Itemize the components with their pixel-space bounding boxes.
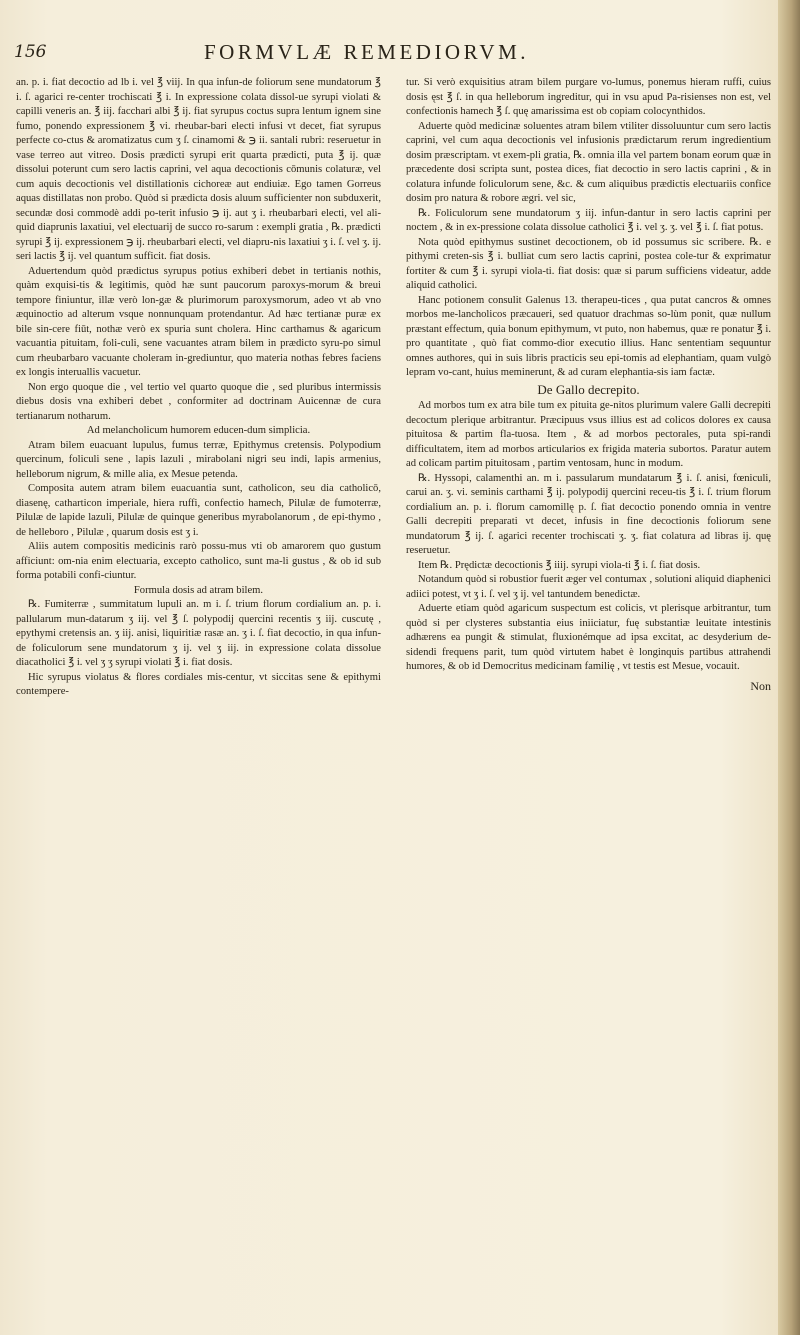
right-paragraph: Ad morbos tum ex atra bile tum ex pituita ge-nitos plurimum valere Galli decrepiti decoctum plerique arbitrantur. Præcipuus vsus illius est ad colicos dolores ex causa pituitosa & partim fla-tuosa. Item , & ad morbos pectorales, puta spi-randi difficultatem, item ad morbos articularios ex frigida materia subortos. Paratur autem ad colicam partim pituitosam , partim ventosam, hunc in modum. [406,400,771,469]
page-edge-shadow [778,0,800,1335]
left-paragraph: Aduertendum quòd prædictus syrupus potius exhiberi debet in tertianis nothis, quàm exquisi-tis & legitimis, quòd hæ sunt paucorum paroxys-morum & breui tempore finiuntur, illæ verò lon-gæ & plurimorum paroxysmorum, adeo vt ab vno æquinoctio ad alterum vsque nonnunquam protendantur. Ad hæc tertianæ puræ ex bile sin-cere fiūt, nothæ verò ex spuria sunt cholera. Hinc carthamus & agaricum vacuantia pituitam, foli-culi, sene vacuantes atram bilem in prædicto syru-po simul cum rheubarbaro vacuante choleram in-grediuntur, quo materia nothas febres faciens ex longis interuallis vacuetur. [16,265,381,378]
left-paragraph: Aliis autem compositis medicinis rarò possu-mus vti ob amarorem quo gustum afficiunt: om-nia enim electuaria, excepto catholico, sunt ma-li gustus , & ob id sub forma potabili confi-ciuntur. [16,541,381,581]
right-paragraph: Notandum quòd si robustior fuerit æger vel contumax , solutioni aliquid diaphenici adiici potest, vt ʒ i. ſ. vel ʒ ij. vel tantundem benedictæ. [406,574,771,600]
left-paragraph: an. p. i. fiat decoctio ad lb i. vel ℥ viij. In qua infun-de foliorum sene mundatorum ℥ i. ſ. agarici re-center trochiscati ℥ i. In expressione colata dissol-ue syrupi violati & capilli veneris an. ℥ iij. facchari albi ℥ ij. fiat syrupus coctus supra lentum ignem sine fumo, ponendo expressionem ℥ vi. rheubar-bari electi infusi vt decet, fiat syrupus perfecte co-ctus & aromatizatus cum ʒ ſ. cinamomi & ℈ ii. santali rubri: reseruetur in vase terreo aut vitreo. Dosis prædicti syrupi erit quarta prædicti, puta ℥ ij. quæ dissolui poterunt cum sero lactis caprini, vel aqua decoctionis cōmunis colaturæ, vel cum aquis decoctionis vel distillationis cichoreæ aut endiuiæ. Ego tamen Gorreus aquas distillatas non probo. Quòd si prædicta dosis aluum sufficienter non subduxerit, secundæ dosi commodè addi po-terit infusio ℈ ij. aut ʒ i. rheubarbari electi, vel ali-quid diaprunis laxatiui, vel electuarij de succo ro-sarum : exempli gratia , ℞. prædicti syrupi ℥ ij. expressionem ℈ ij. rheubarbari electi, vel diapru-nis laxatiui ʒ i. ſ. vel ʒ. ij. seri lactis ℥ ij. vel quantum sufficit. fiat dosis. [16,77,381,262]
right-column [406,76,771,1306]
right-paragraph: Nota quòd epithymus sustinet decoctionem, ob id possumus sic scribere. ℞. e pithymi creten-sis ℥ i. bulliat cum sero lactis caprini, postea cole-tur & exprimatur fortiter & cum ℥ i. syrupi viola-ti. fiat dosis: quæ si parum sufficiens videatur, adde aliquid catholici. [406,236,771,291]
right-paragraph: ℞. Hyssopi, calamenthi an. m i. passularum mundatarum ℥ i. ſ. anisi, fœniculi, carui an. ʒ. vi. seminis carthami ℥ ij. polypodij quercini receu-tis ℥ i. ſ. trium florum cordialium an. p. i. florum camomillę p. ſ. fiat decoctio ponendo omnia in ventre Galli decrepiti preparati vt decet, infusis in fine decoctionis foliorum sene mundatorum ℥ ij. ſ. agarici recenter trochiscati ʒ. ʒ. fiat colatura ad libras ij. quę reseruetur. [406,472,771,556]
right-paragraph: Aduerte quòd medicinæ soluentes atram bilem vtiliter dissoluuntur cum sero lactis caprini, vel cum aqua decoctionis vel infusionis prædictarum rerum ingredientium dosim præscriptam. vt exem-pli gratia, ℞. omnia illa vel partem bonam eorum quæ in præcedente dosi scripta sunt, postea dices, fiat decoctio in sero lactis caprini , & in colatura infunde foliculorum sene, &c. & cum aliquibus prædictis electuariis confice dosim pro natura & robore ægri. vel sic, [406,120,771,204]
left-subheading: Ad melancholicum humorem educen-dum simplicia. [86,425,311,436]
page-header [14,40,774,68]
left-paragraph: Non ergo quoque die , vel tertio vel quarto quoque die , sed pluribus intermissis diebus dosis vna exhiberi debet , conformiter ad doctrinam Auicennæ de cura tertianarum notharum. [16,381,381,422]
left-paragraph: Hic syrupus violatus & flores cordiales mis-centur, vt siccitas sene & epithymi contempere- [16,671,381,697]
page-number: 156 [14,42,47,62]
right-paragraph: Hanc potionem consulit Galenus 13. therapeu-tices , qua putat cancros & omnes morbos me-lancholicos præcaueri, sed quatuor drachmas so-lùm ponit, quæ nullum præstant effectum, quia bonum epithymum, vt puto, non habemus, quæ re ponatur ℥ i. pro quantitate , quò fiat commo-dior executio illius. Hanc sententiam sequuntur omnes authores, qui in suis libris practicis seu epi-tomis ad elephantiam, quam vulgò lepram vo-cant, huius meminerunt, & ad curam elephantia-sis iam factæ. [406,294,771,378]
left-column [16,76,381,1306]
right-paragraph: Aduerte etiam quòd agaricum suspectum est colicis, vt plerisque arbitrantur, tum quòd si per clysteres substantia eius iniiciatur, fuę substantiæ leuitate intestinis adhærens ea pungit & stimulat, fluxionémque ad ipsa excitat, ac desyderium de-sidendi frequens parit, tum quòd virtutem habet è longinquis partibus attrahendi humores, & ob id Democritus medicinam familię , vt testis est Mesue, vocauit. [406,603,771,672]
left-paragraph: Atram bilem euacuant lupulus, fumus terræ, Epithymus cretensis. Polypodium quercinum, foliculi sene , lapis lazuli , mirabolani nigri seu indi, lapis armenius, helleborum nigrum, & mille alia, ex Mesue petenda. [16,439,381,480]
catchword: Non [750,678,771,693]
left-paragraph: Composita autem atram bilem euacuantia sunt, catholicon, seu dia catholicō, diasenę, catharticon imperiale, hiera ruffi, confectio hamech, Pilulæ de fumoterræ, Pilulæ de lapide lazuli, Pilulæ de quinque generibus myrabolanorum , de epi-thymo , de helleboro , Pilulæ , quarum dosis est ʒ i. [16,483,381,538]
running-title: FORMVLÆ REMEDIORVM. [204,40,530,64]
right-paragraph: ℞. Foliculorum sene mundatorum ʒ iij. infun-dantur in sero lactis caprini per noctem , & in ex-pressione colata dissolue catholici ℥ i. vel ʒ. ʒ. vel ℥ i. ſ. fiat potus. [406,207,771,233]
right-paragraph: tur. Si verò exquisitius atram bilem purgare vo-lumus, ponemus hieram ruffi, cuius dosis ęst ℥ ſ. in qua helleborum ingreditur, qui in vsu apud Pa-risienses non est, vel confectionis hamech ℥ ſ. quę amarissima est ob copiam colocynthidos. [406,77,771,117]
right-paragraph: Item ℞. Prędictæ decoctionis ℥ iiij. syrupi viola-ti ℥ i. ſ. fiat dosis. [418,559,701,571]
left-paragraph: ℞. Fumiterræ , summitatum lupuli an. m i. ſ. trium florum cordialium an. p. i. pallularum mun-datarum ʒ iij. vel ℥ ſ. polypodij quercini recentis ʒ iij. cuscutę , epythymi cretensis an. ʒ iij. anisi, liquiritiæ rasæ an. ʒ i. ſ. fiat decoctio, in qua infun-de foliculorum sene mundatorum ʒ ij. vel ʒ iij. in expressione colata dissolue diacatholici ℥ i. vel ʒ ʒ syrupi violati ℥ i. fiat dosis. [16,599,381,668]
left-subheading: Formula dosis ad atram bilem. [133,584,264,596]
section-heading-gallo-decrepito: De Gallo decrepito. [537,381,640,397]
